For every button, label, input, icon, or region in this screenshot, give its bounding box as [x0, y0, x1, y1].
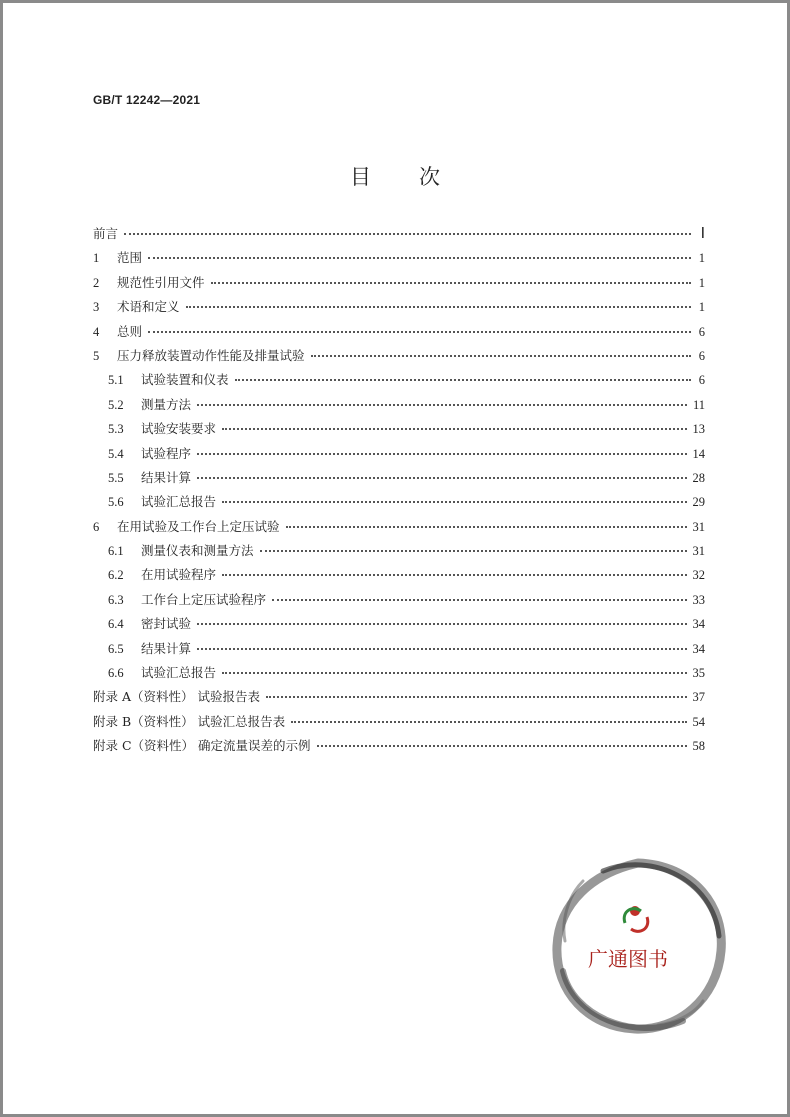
toc-entry-label: 压力释放装置动作性能及排量试验 — [117, 347, 305, 363]
toc-entry — [93, 710, 705, 734]
toc-leader-dots — [311, 345, 691, 357]
toc-entry-page: 6 — [698, 373, 705, 388]
toc-leader-dots — [272, 589, 686, 601]
toc-entry-page: 35 — [692, 666, 705, 681]
toc-leader-dots — [222, 564, 686, 576]
toc-entry — [93, 490, 705, 514]
toc-entry-label: 结果计算 — [141, 640, 192, 656]
toc-entry — [93, 539, 705, 563]
toc-entry-page: 34 — [692, 617, 705, 632]
toc-entry-label: 试验程序 — [141, 445, 192, 461]
toc-entry-page: 13 — [692, 422, 705, 437]
toc-entry-number: 5.1 — [108, 373, 124, 388]
toc-entry-label: 规范性引用文件 — [117, 274, 205, 290]
toc-entry-page: 54 — [692, 714, 705, 729]
title-char-1: 目 — [350, 165, 371, 189]
toc-leader-dots — [186, 296, 691, 308]
toc-entry-label: 附录 C（资料性） 确定流量误差的示例 — [93, 738, 311, 754]
toc-entry — [93, 734, 705, 758]
toc-entry — [93, 320, 705, 344]
toc-entry-number: 6.3 — [108, 592, 124, 607]
toc-leader-dots — [222, 491, 686, 503]
toc-entry-number: 3 — [93, 300, 100, 315]
toc-leader-dots — [211, 272, 691, 284]
toc-leader-dots — [317, 735, 687, 747]
toc-entry-number: 6.1 — [108, 544, 124, 559]
watermark-text: 广通图书 — [588, 947, 668, 971]
toc-entry-label: 测量仪表和测量方法 — [141, 543, 254, 559]
toc-entry — [93, 466, 705, 490]
toc-leader-dots — [222, 418, 686, 430]
toc-entry-page: 37 — [692, 690, 705, 705]
toc-entry-number: 6.2 — [108, 568, 124, 583]
toc-entry-page: 31 — [692, 519, 705, 534]
toc-leader-dots — [235, 369, 691, 381]
toc-entry-label: 范围 — [117, 250, 143, 266]
toc-entry-page: Ⅰ — [700, 226, 705, 242]
toc-entry-page: 31 — [692, 544, 705, 559]
toc-entry — [93, 563, 705, 587]
toc-entry — [93, 393, 705, 417]
toc-entry — [93, 295, 705, 319]
table-of-contents — [93, 222, 705, 759]
toc-entry-page: 33 — [692, 592, 705, 607]
toc-entry — [93, 222, 705, 246]
toc-entry-label: 试验安装要求 — [141, 421, 217, 437]
toc-leader-dots — [266, 686, 687, 698]
toc-entry-number: 6 — [93, 519, 100, 534]
guangtong-books-logo-watermark — [543, 851, 733, 1041]
toc-entry-label: 前言 — [93, 226, 119, 241]
toc-entry — [93, 612, 705, 636]
toc-entry-label: 在用试验程序 — [141, 567, 217, 583]
toc-entry-page: 34 — [692, 641, 705, 656]
toc-entry-label: 在用试验及工作台上定压试验 — [117, 518, 280, 534]
toc-entry-number: 5 — [93, 348, 100, 363]
toc-entry-number: 6.5 — [108, 641, 124, 656]
toc-entry-page: 58 — [692, 739, 705, 754]
toc-entry-number: 6.6 — [108, 666, 124, 681]
toc-leader-dots — [197, 613, 686, 625]
toc-leader-dots — [197, 467, 686, 479]
toc-entry-number: 6.4 — [108, 617, 124, 632]
toc-leader-dots — [291, 711, 686, 723]
toc-entry — [93, 417, 705, 441]
toc-entry-number: 4 — [93, 324, 100, 339]
toc-entry-page: 1 — [698, 251, 705, 266]
toc-entry-number: 5.6 — [108, 495, 124, 510]
toc-entry-page: 14 — [692, 446, 705, 461]
toc-entry — [93, 588, 705, 612]
toc-entry — [93, 271, 705, 295]
toc-entry-page: 6 — [698, 324, 705, 339]
toc-entry-label: 结果计算 — [141, 469, 192, 485]
toc-entry-number: 5.2 — [108, 397, 124, 412]
toc-leader-dots — [148, 247, 691, 259]
toc-leader-dots — [124, 223, 691, 235]
toc-entry-label: 工作台上定压试验程序 — [141, 591, 267, 607]
toc-entry — [93, 442, 705, 466]
toc-entry-page: 1 — [698, 275, 705, 290]
toc-entry-label: 密封试验 — [141, 616, 192, 632]
toc-entry-number: 5.5 — [108, 470, 124, 485]
title-char-2: 次 — [419, 165, 440, 189]
toc-leader-dots — [197, 394, 687, 406]
toc-entry-label: 术语和定义 — [117, 299, 180, 315]
toc-entry-label: 试验汇总报告 — [141, 665, 217, 681]
toc-entry — [93, 368, 705, 392]
toc-entry-number: 1 — [93, 251, 100, 266]
toc-entry-label: 附录 A（资料性） 试验报告表 — [93, 689, 260, 705]
toc-entry-label: 附录 B（资料性） 试验汇总报告表 — [93, 713, 286, 729]
toc-entry-number: 5.4 — [108, 446, 124, 461]
toc-entry-label: 总则 — [117, 323, 143, 339]
toc-entry-label: 试验汇总报告 — [141, 494, 217, 510]
page-title — [3, 161, 787, 191]
toc-entry — [93, 246, 705, 270]
toc-leader-dots — [197, 443, 686, 455]
toc-entry-page: 1 — [698, 300, 705, 315]
toc-entry — [93, 344, 705, 368]
toc-entry — [93, 685, 705, 709]
toc-entry-page: 28 — [692, 470, 705, 485]
toc-leader-dots — [222, 662, 686, 674]
toc-entry-page: 29 — [692, 495, 705, 510]
toc-entry-page: 11 — [692, 397, 705, 412]
toc-entry — [93, 515, 705, 539]
toc-entry — [93, 637, 705, 661]
toc-leader-dots — [260, 540, 687, 552]
toc-leader-dots — [286, 516, 687, 528]
toc-entry — [93, 661, 705, 685]
toc-entry-label: 测量方法 — [141, 396, 192, 412]
document-number: GB/T 12242—2021 — [93, 93, 201, 107]
toc-entry-label: 试验装置和仪表 — [141, 372, 229, 388]
toc-entry-page: 32 — [692, 568, 705, 583]
toc-leader-dots — [148, 321, 691, 333]
toc-entry-page: 6 — [698, 348, 705, 363]
toc-leader-dots — [197, 638, 686, 650]
toc-entry-number: 5.3 — [108, 422, 124, 437]
toc-entry-number: 2 — [93, 275, 100, 290]
